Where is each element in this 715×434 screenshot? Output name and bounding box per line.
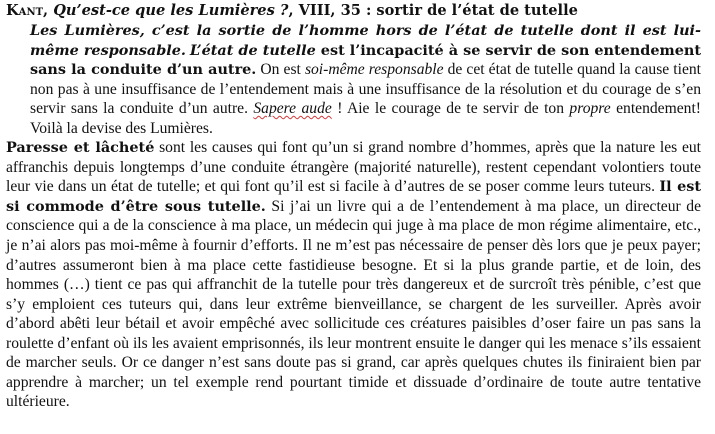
text-segment: ! Aie le courage de te servir de ton: [331, 100, 570, 118]
tutelage-definition: est l’incapacité à se servir de son entendement sans la conduite d’un autre.: [30, 41, 701, 79]
italic-word-propre: propre: [569, 100, 611, 118]
work-title: Qu’est-ce que les Lumières ?: [53, 2, 289, 19]
text-segment: entendement! Voilà la devise des Lumières.: [30, 100, 701, 137]
author-name: Kant: [6, 2, 44, 19]
emphasis-sentence: Il est si commode d’être sous tutelle.: [6, 178, 701, 215]
sapere-aude-motto: Sapere aude: [253, 100, 332, 118]
enlightenment-definition: Les Lumières, c’est la sortie de l’homme hors de l’état de tutelle dont il est lui-même responsable.: [30, 22, 701, 59]
text-segment: Si j’ai un livre qui a de l’entendement à ma place, un directeur de conscience qui a de la conscience à ma place, un médecin qui juge à ma place de mon régime alimentaire, etc., je n’ai alors pas moi-même à fournir d’efforts. Il ne m’est pas nécessaire de penser dès lors que je peux payer; d’autres assumeront bien à ma place cette fastidieuse besogne. Et si la plus grande partie, et de loin, des hommes (…) tient ce pas qui affranchit de la tutelle pour très dangereux et de surcroît très pénible, c’est que s’y emploient ces tuteurs qui, dans leur extrême bienveillance, se chargent de les surveiller. Après avoir d’abord abêti leur bétail et avoir empêché avec sollicitude ces créatures paisibles d’oser faire un pas sans la roulette d’enfant où ils les avaient emprisonnés, ils leur montrent ensuite le danger qui les menace s’ils essaient de marcher seuls. Or ce danger n’est sans doute pas si grand, car après quelques chutes ils finiraient bien par apprendre à marcher; un tel exemple rend pourtant timide et dissuade d’ordinaire de toute autre tentative ultérieure.: [6, 197, 701, 411]
laziness-cowardice-lead: Paresse et lâcheté: [6, 139, 155, 157]
document-heading: [6, 1, 701, 21]
paragraph-definition: [6, 21, 701, 138]
paragraph-laziness: [6, 138, 701, 412]
text-segment: de cet état de tutelle quand la cause tient non pas à une insuffisance de l’entendement mais à une insuffisance de la résolution et du courage de s’en servir sans la conduite d’un autre.: [30, 61, 702, 118]
heading-separator: ,: [43, 2, 54, 19]
heading-reference: , VIII, 35 : sortir de l’état de tutelle: [288, 2, 578, 19]
text-segment: On est: [256, 61, 305, 79]
tutelage-term: L’état de tutelle: [189, 41, 316, 59]
text-segment: sont les causes qui font qu’un si grand nombre d’hommes, après que la nature les eut affranchis depuis longtemps d’une conduite étrangère (majorité naturelle), restent cependant volontiers toute leur vie dans un état de tutelle; et qui font qu’il est si facile à d’autres de se poser comme leurs tuteurs.: [6, 139, 702, 196]
italic-phrase: soi-même responsable: [304, 61, 444, 79]
